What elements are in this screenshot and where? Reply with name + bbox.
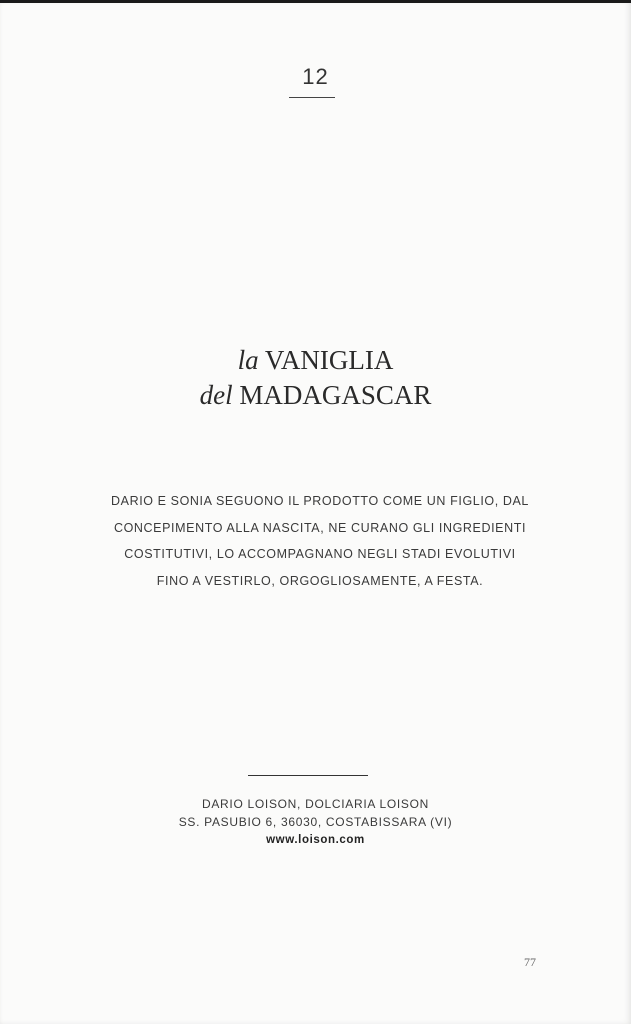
body-line: COSTITUTIVI, LO ACCOMPAGNANO NEGLI STADI EVOLUTIVI xyxy=(124,547,516,561)
body-line: DARIO E SONIA SEGUONO IL PRODOTTO COME UN FIGLIO, DAL xyxy=(111,494,529,508)
footer-credits xyxy=(0,795,631,849)
chapter-underline xyxy=(289,97,335,98)
page-title xyxy=(0,343,631,413)
body-line: FINO A VESTIRLO, ORGOGLIOSAMENTE, A FESTA. xyxy=(156,573,484,588)
footer-website-link[interactable]: www.loison.com xyxy=(266,834,365,846)
footer-address: SS. PASUBIO 6, 36030, COSTABISSARA (VI) xyxy=(178,815,453,829)
title-line-2-main: MADAGASCAR xyxy=(239,380,432,410)
page-number: 77 xyxy=(524,955,536,969)
title-line-2-prefix: del xyxy=(199,380,233,410)
title-line-1-main: VANIGLIA xyxy=(264,345,394,375)
title-line-2 xyxy=(0,378,631,413)
body-paragraph xyxy=(70,488,570,594)
title-line-1 xyxy=(0,343,631,378)
chapter-number: 12 xyxy=(302,64,329,89)
top-edge-line xyxy=(0,0,631,3)
footer-name: DARIO LOISON, DOLCIARIA LOISON xyxy=(201,797,430,811)
body-line: CONCEPIMENTO ALLA NASCITA, NE CURANO GLI INGREDIENTI xyxy=(113,520,527,535)
footer-divider xyxy=(248,775,368,776)
title-line-1-prefix: la xyxy=(237,345,259,375)
